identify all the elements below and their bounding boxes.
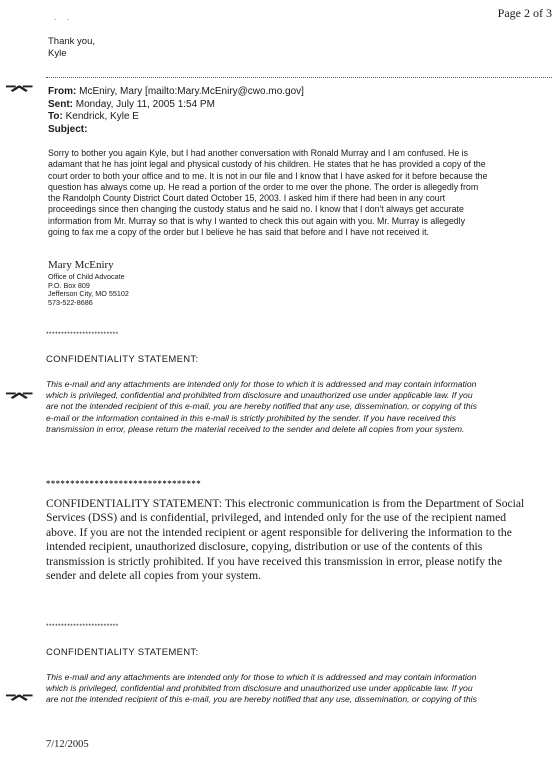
body-line: question has always come up. He read a portion of the order to me over the phone. The order is allegedly from: [48, 181, 479, 192]
separator-rule: [46, 77, 552, 78]
email-header: [48, 86, 304, 136]
stars-divider: ************************: [46, 331, 119, 338]
confidentiality-text: This e-mail and any attachments are intended only for those to which it is addressed and may contain information which is privileged, confidential and prohibited from disclosure and unauthorized use under applicable law. If you are not the intended recipient of this e-mail, you are hereby notified that any use, dissemination, or copying of this: [46, 672, 477, 705]
body-line: proceedings since then changing the custody status and he said no. I know that I don't always get accurate: [48, 204, 464, 215]
signature-address: Office of Child Advocate P.O. Box 809 Jefferson City, MO 55102 573-522-8686: [48, 272, 129, 307]
confidentiality-title: CONFIDENTIALITY STATEMENT:: [46, 354, 199, 365]
body-line: court order to both your office and to me. It is not in our file and I know that I have asked for it before because the: [48, 170, 488, 181]
margin-mark-icon: ⌤: [4, 82, 34, 99]
subject-row: Subject:: [48, 123, 88, 135]
body-line: adamant that he has joint legal and physical custody of his children. He states that he has provided a copy of the: [48, 159, 486, 170]
margin-mark-icon: ⌤: [4, 691, 34, 708]
dss-confidentiality-statement: CONFIDENTIALITY STATEMENT: This electronic communication is from the Department of Social Services (DSS) and is confidential, privileged, and intended only for the use of the recipient named above. If you are not the intended recipient or agent responsible for delivering the information to the intended recipient, unauthorized disclosure, copying, distribution or use of the contents of this transmission is strictly prohibited. If you have received this transmission in error, please notify the sender and delete all copies from your system.: [46, 497, 525, 583]
footer-date: 7/12/2005: [46, 739, 89, 750]
margin-mark-icon: ⌤: [4, 389, 34, 406]
body-line: information from Mr. Murray so that is why I wanted to check this out again with you. Mr. Murray is allegedly: [48, 215, 466, 226]
confidentiality-title: CONFIDENTIALITY STATEMENT:: [46, 647, 199, 658]
body-line: the Randolph County District Court dated October 15, 2003. I asked him if there had been in any court: [48, 193, 446, 204]
stars-divider: ********************************: [46, 478, 202, 488]
sent-row: Sent: Monday, July 11, 2005 1:54 PM: [48, 98, 215, 110]
closing-block: [48, 36, 95, 60]
email-body: [48, 148, 552, 238]
scan-dots: . .: [54, 12, 74, 22]
signer-name: Kyle: [48, 48, 67, 59]
sent-value: Monday, July 11, 2005 1:54 PM: [75, 98, 215, 110]
thanks-line: Thank you,: [48, 36, 95, 47]
to-row: To: Kendrick, Kyle E: [48, 111, 139, 122]
confidentiality-text: This e-mail and any attachments are intended only for those to which it is addressed and may contain information which is privileged, confidential and prohibited from disclosure and unauthorized use under applicable law. If you are not the intended recipient of this e-mail, you are hereby notified that any use, dissemination, or copying of this e-mail or the information contained in this e-mail is strictly prohibited by the sender. If you have received this transmission in error, please return the material received to the sender and delete all copies from your system.: [46, 379, 477, 434]
signature-name: Mary McEniry: [48, 259, 114, 271]
stars-divider: ************************: [46, 623, 119, 630]
body-line: going to fax me a copy of the order but I believe he has said that before and I have not received it.: [48, 227, 429, 238]
page-number: Page 2 of 3: [497, 6, 552, 20]
from-row: From: McEniry, Mary [mailto:Mary.McEniry@cwo.mo.gov]: [48, 86, 304, 97]
body-line: Sorry to bother you again Kyle, but I had another conversation with Ronald Murray and I am confused. He is: [48, 148, 469, 158]
from-value: McEniry, Mary [mailto:Mary.McEniry@cwo.mo.gov]: [79, 86, 304, 97]
to-value: Kendrick, Kyle E: [65, 111, 139, 122]
